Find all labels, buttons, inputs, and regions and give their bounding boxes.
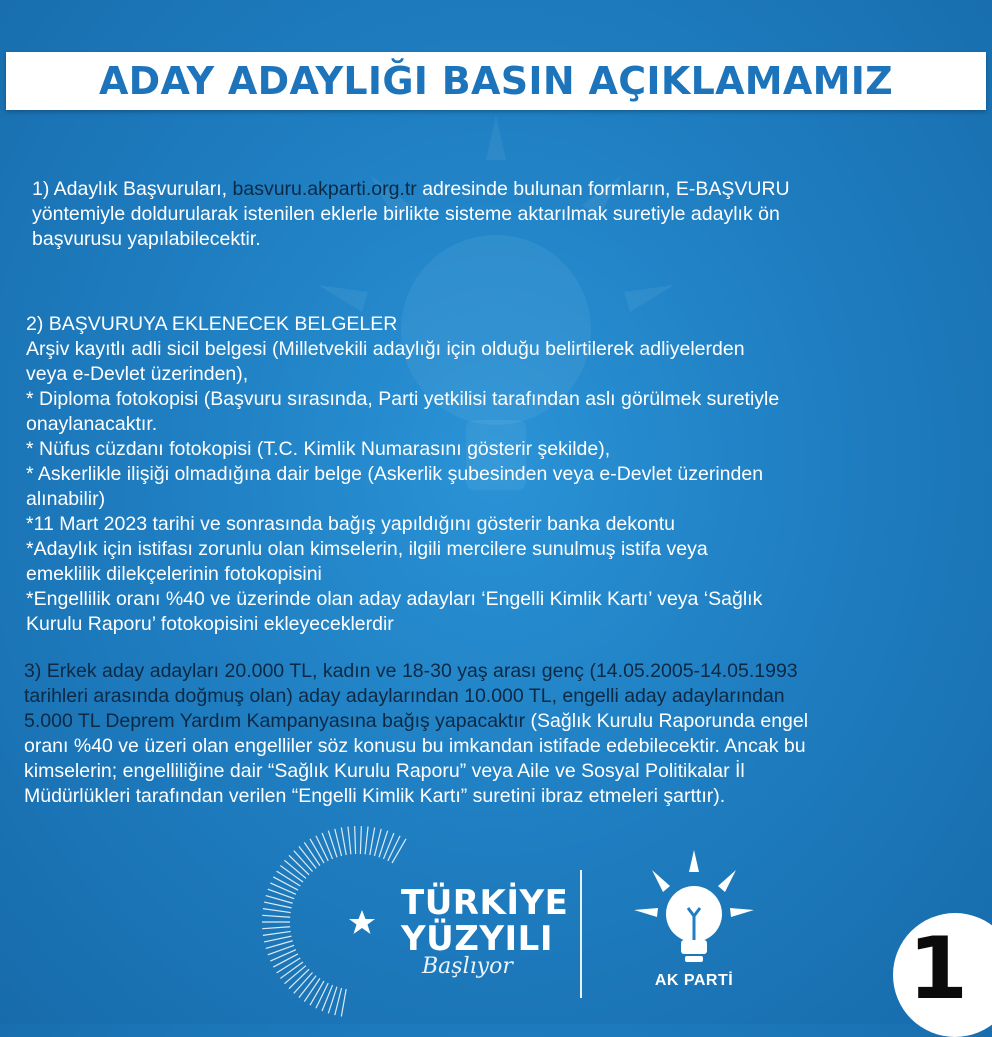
page-number-badge xyxy=(893,913,992,1037)
logo-divider xyxy=(580,870,582,998)
section-2: 2) BAŞVURUYA EKLENECEK BELGELER Arşiv kayıtlı adli sicil belgesi (Milletvekili adaylığı için olduğu belirtilerek adliyelerden veya e-Devlet üzerinden), * Diploma fotokopisi (Başvuru sırasında, Parti yetkilisi tarafından aslı görülmek suretiyle onaylanacaktır. * Nüfus cüzdanı fotokopisi (T.C. Kimlik Numarasını gösterir şekilde), * Askerlikle ilişiği olmadığına dair belge (Askerlik şubesinden veya e-Devlet üzerinden alınabilir) *11 Mart 2023 tarihi ve sonrasında bağış yapıldığını gösterir banka dekontu *Adaylık için istifası zorunlu olan kimselerin, ilgili mercilere sunulmuş istifa veya emeklilik dilekçelerinin fotokopisini *Engellilik oranı %40 ve üzerinde olan aday adayları ‘Engelli Kimlik Kartı’ veya ‘Sağlık Kurulu Raporu’ fotokopisini ekleyeceklerdir xyxy=(26,313,780,635)
turkiye-logo-tagline: Başlıyor xyxy=(422,954,513,979)
crescent-star-icon xyxy=(300,860,410,980)
page-number: 1 xyxy=(908,919,968,1019)
section-1-prefix: 1) Adaylık Başvuruları, xyxy=(32,178,233,200)
lightbulb-icon xyxy=(632,848,756,972)
page-title: ADAY ADAYLIĞI BASIN AÇIKLAMAMIZ xyxy=(98,59,894,103)
section-1-body: adresinde bulunan formların, E-BAŞVURU yöntemiyle doldurularak istenilen eklerle birlikte sisteme aktarılmak suretiyle adaylık ön başvurusu yapılabilecektir. xyxy=(32,178,790,250)
turkiye-logo-line1: TÜRKİYE xyxy=(401,883,569,923)
section-3-note: (Sağlık Kurulu Raporunda engel oranı %40 ve üzeri olan engelliler söz konusu bu imkandan istifade edebilecektir. Ancak bu kimselerin; engelliliğine dair “Sağlık Kurulu Raporu” veya Aile ve Sosyal Politikalar İl Müdürlükleri tarafından verilen “Engelli Kimlik Kartı” suretini ibraz etmeleri şarttır). xyxy=(24,710,809,807)
section-3-donation-text: 3) Erkek aday adayları 20.000 TL, kadın ve 18-30 yaş arası genç (14.05.2005-14.05.1993 tarihleri arasında doğmuş olan) aday adaylarından 10.000 TL, engelli aday adaylarından 5.000 TL Deprem Yardım Kampanyasına bağış yapacaktır xyxy=(24,660,798,732)
turkiye-logo-line2: YÜZYILI xyxy=(401,919,553,959)
party-logo-label: AK PARTİ xyxy=(654,972,734,989)
application-website-link[interactable]: basvuru.akparti.org.tr xyxy=(232,178,417,200)
